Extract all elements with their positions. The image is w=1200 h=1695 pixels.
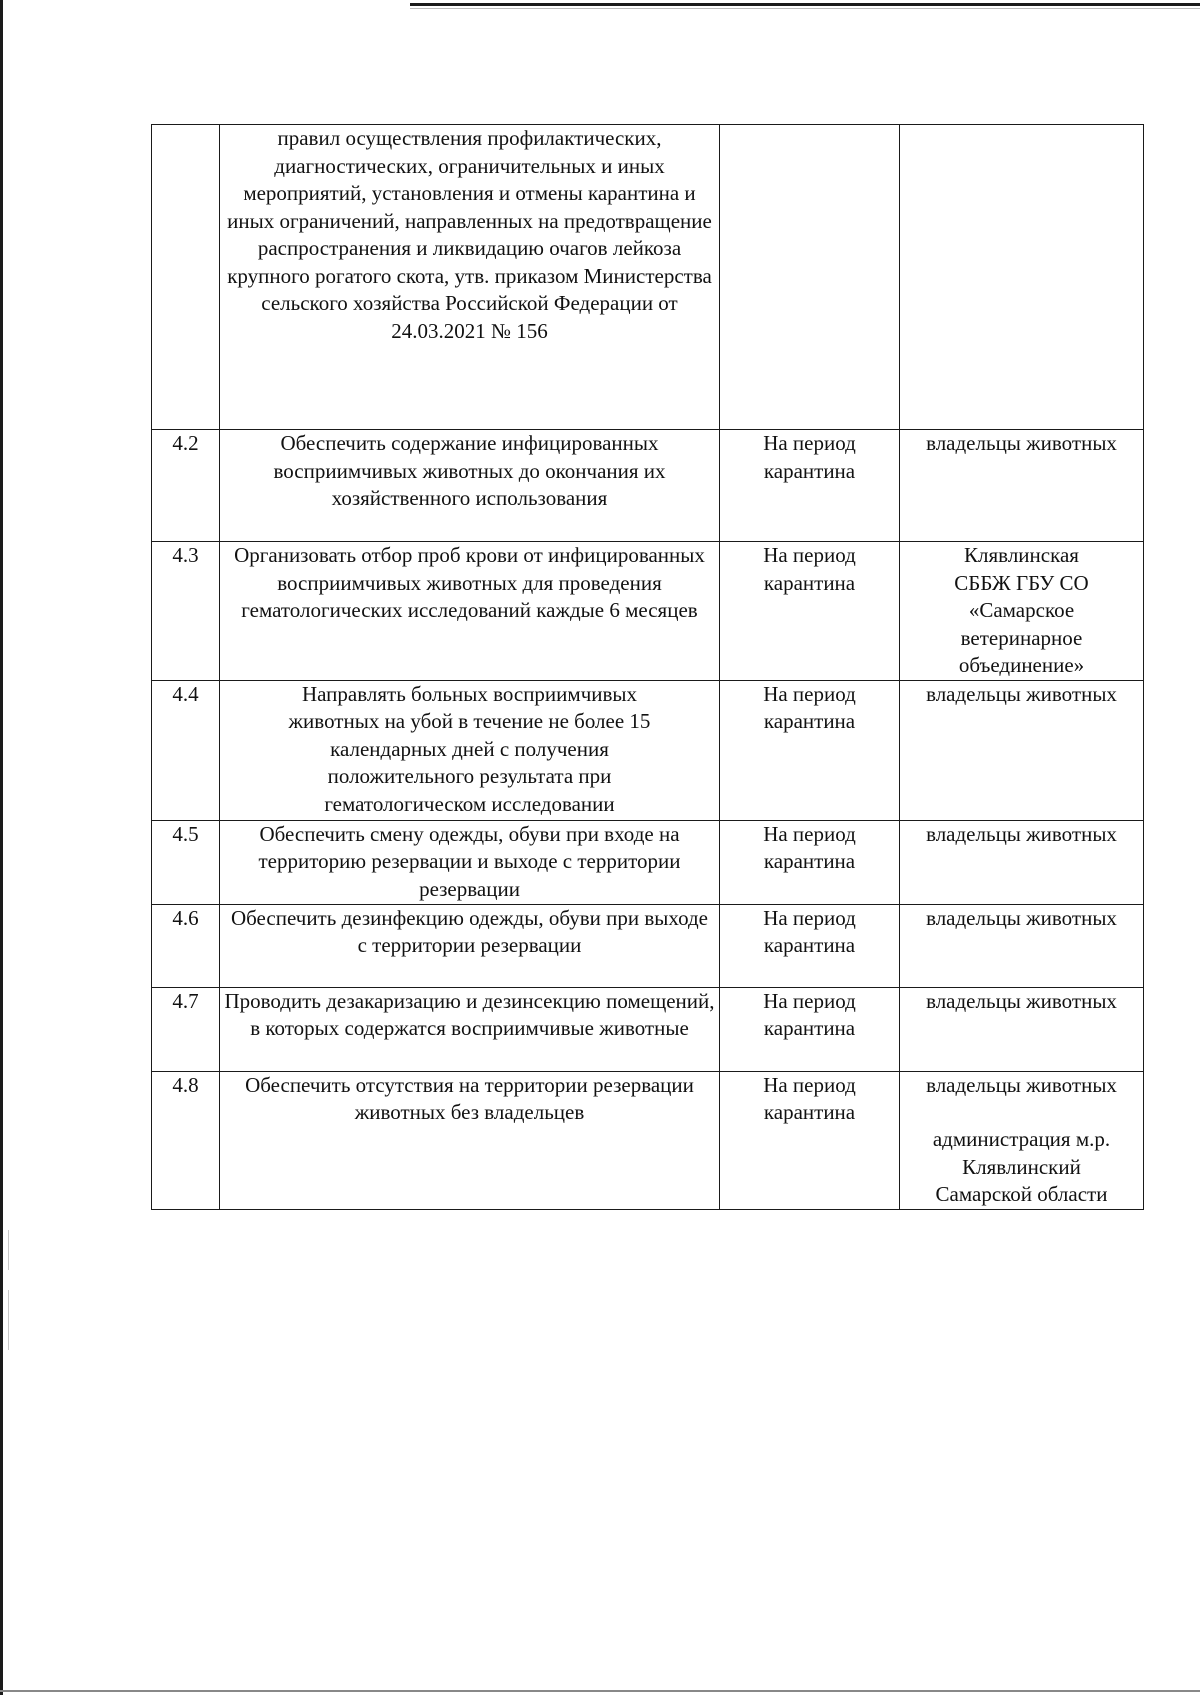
table-row [152, 680, 1144, 820]
row-number: 4.5 [152, 820, 220, 904]
measure-text: Организовать отбор проб крови от инфицированных восприимчивых животных для проведения гематологических исследований каждые 6 месяцев [220, 542, 720, 681]
measure-text: правил осуществления профилактических, диагностических, ограничительных и иных мероприятий, установления и отмены карантина и иных ограничений, направленных на предотвращение распространения и ликвидацию очагов лейкоза крупного рогатого скота, утв. приказом Министерства сельского хозяйства Российской Федерации от 24.03.2021 № 156 [220, 125, 720, 430]
scan-edge-top [410, 3, 1200, 6]
row-number: 4.8 [152, 1071, 220, 1209]
measure-text: Обеспечить содержание инфицированных восприимчивых животных до окончания их хозяйственного использования [220, 430, 720, 542]
measure-term [720, 125, 900, 430]
measure-responsible: владельцы животных [900, 904, 1144, 987]
measure-term: На период карантина [720, 680, 900, 820]
measure-responsible: владельцы животных [900, 430, 1144, 542]
measure-term: На период карантина [720, 1071, 900, 1209]
measure-term: На период карантина [720, 904, 900, 987]
measure-term: На период карантина [720, 820, 900, 904]
scan-mark [8, 1290, 9, 1350]
measure-responsible: владельцы животных [900, 987, 1144, 1071]
measure-responsible-secondary: администрация м.р. Клявлинский Самарской области [932, 1127, 1111, 1206]
row-number: 4.4 [152, 680, 220, 820]
table-row [152, 1071, 1144, 1209]
measure-text: Обеспечить отсутствия на территории резервации животных без владельцев [220, 1071, 720, 1209]
row-number: 4.3 [152, 542, 220, 681]
scan-edge-top-faint [410, 8, 1200, 9]
measure-responsible [900, 125, 1144, 430]
table-row [152, 904, 1144, 987]
measure-text: Обеспечить дезинфекцию одежды, обуви при выходе с территории резервации [220, 904, 720, 987]
table-row [152, 542, 1144, 681]
row-number: 4.7 [152, 987, 220, 1071]
measure-term: На период карантина [720, 987, 900, 1071]
scan-edge-left [0, 0, 3, 1695]
row-number: 4.2 [152, 430, 220, 542]
measure-responsible: Клявлинская СББЖ ГБУ СО «Самарское ветеринарное объединение» [900, 542, 1144, 681]
table-row [152, 125, 1144, 430]
measure-text: Обеспечить смену одежды, обуви при входе на территорию резервации и выходе с территории резервации [220, 820, 720, 904]
measure-text: Направлять больных восприимчивых животных на убой в течение не более 15 календарных дней с получения положительного результата при гематологическом исследовании [220, 680, 720, 820]
table-row [152, 987, 1144, 1071]
measures-table [151, 124, 1144, 1210]
measure-responsible: владельцы животных [900, 680, 1144, 820]
responsible-spacer [904, 1099, 1139, 1126]
measure-term: На период карантина [720, 542, 900, 681]
table-row [152, 820, 1144, 904]
measure-term: На период карантина [720, 430, 900, 542]
measure-responsible: владельцы животных [900, 820, 1144, 904]
measure-responsible-cell [900, 1071, 1144, 1209]
row-number: 4.6 [152, 904, 220, 987]
scan-mark [8, 1230, 9, 1270]
row-number [152, 125, 220, 430]
scan-edge-bottom [0, 1690, 1200, 1692]
table-row [152, 430, 1144, 542]
measure-responsible: владельцы животных [926, 1072, 1117, 1097]
measure-text: Проводить дезакаризацию и дезинсекцию помещений, в которых содержатся восприимчивые животные [220, 987, 720, 1071]
